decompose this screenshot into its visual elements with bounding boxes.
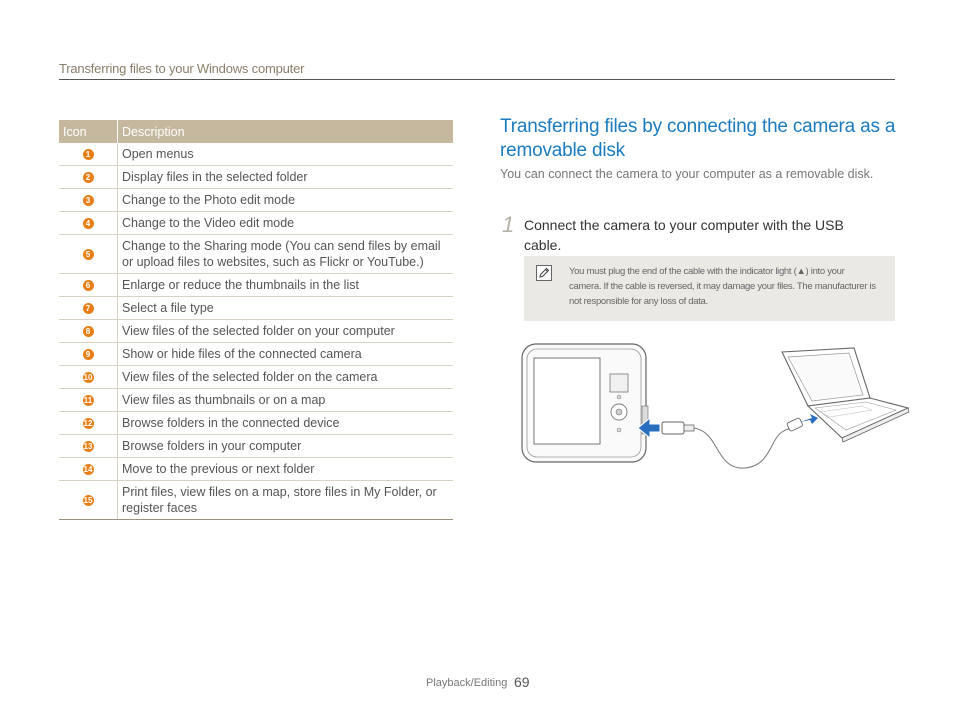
table-row (59, 297, 453, 320)
table-row (59, 143, 453, 166)
number-badge-icon: 6 (83, 280, 94, 291)
note-text: You must plug the end of the cable with the indicator light (▲) into your camera. If the cable is reversed, it may damage your files. The manufacturer is not responsible for any loss of data. (569, 266, 876, 307)
table-row (59, 320, 453, 343)
number-badge-icon: 12 (83, 419, 93, 429)
camera-usb-laptop-illustration (520, 340, 912, 475)
table-cell-description: Browse folders in the connected device (118, 412, 454, 435)
camera-illustration (522, 344, 648, 462)
table-cell-description: View files of the selected folder on your computer (118, 320, 454, 343)
table-row (59, 366, 453, 389)
table-row (59, 412, 453, 435)
table-cell-description: Enlarge or reduce the thumbnails in the list (118, 274, 454, 297)
table-cell-description: Show or hide files of the connected camera (118, 343, 454, 366)
table-row (59, 235, 453, 274)
number-badge-icon: 9 (83, 349, 94, 360)
number-badge-icon: 7 (83, 303, 94, 314)
table-cell-description: Move to the previous or next folder (118, 458, 454, 481)
table-cell-description: Open menus (118, 143, 454, 166)
number-badge-icon: 13 (83, 442, 93, 452)
number-badge-icon: 2 (83, 172, 94, 183)
table-header-icon: Icon (59, 120, 118, 143)
note-box (524, 256, 895, 321)
number-badge-icon: 14 (83, 465, 93, 475)
table-cell-description: View files of the selected folder on the camera (118, 366, 454, 389)
table-cell-description: View files as thumbnails or on a map (118, 389, 454, 412)
footer-section-label: Playback/Editing (426, 677, 508, 689)
usb-cable-illustration (662, 414, 818, 468)
table-cell-description: Display files in the selected folder (118, 166, 454, 189)
number-badge-icon: 15 (83, 496, 93, 506)
table-row (59, 435, 453, 458)
table-header-description: Description (118, 120, 454, 143)
number-badge-icon: 1 (83, 149, 94, 160)
step-number: 1 (502, 212, 515, 237)
table-cell-description: Select a file type (118, 297, 454, 320)
footer-page-number: 69 (514, 674, 530, 690)
table-row (59, 189, 453, 212)
table-row (59, 212, 453, 235)
number-badge-icon: 10 (83, 373, 93, 383)
table-row (59, 166, 453, 189)
table-cell-description: Change to the Sharing mode (You can send files by email or upload files to websites, such as Flickr or YouTube.) (118, 235, 454, 274)
table-row (59, 343, 453, 366)
laptop-illustration (782, 348, 909, 442)
table-row (59, 458, 453, 481)
table-cell-description: Browse folders in your computer (118, 435, 454, 458)
header-divider (59, 79, 895, 80)
number-badge-icon: 4 (83, 218, 94, 229)
number-badge-icon: 5 (83, 249, 94, 260)
step-text: Connect the camera to your computer with the USB cable. (524, 217, 844, 253)
icon-description-table (59, 120, 453, 520)
page-header-title: Transferring files to your Windows computer (59, 61, 305, 76)
table-row (59, 274, 453, 297)
table-cell-description: Print files, view files on a map, store files in My Folder, or register faces (118, 481, 454, 520)
number-badge-icon: 3 (83, 195, 94, 206)
table-cell-description: Change to the Video edit mode (118, 212, 454, 235)
number-badge-icon: 11 (83, 396, 93, 406)
section-intro: You can connect the camera to your computer as a removable disk. (500, 167, 874, 181)
section-heading: Transferring files by connecting the camera as a removable disk (500, 116, 896, 161)
note-pencil-icon (536, 265, 552, 281)
table-cell-description: Change to the Photo edit mode (118, 189, 454, 212)
table-header-row (59, 120, 453, 143)
table-row (59, 389, 453, 412)
number-badge-icon: 8 (83, 326, 94, 337)
table-row (59, 481, 453, 520)
